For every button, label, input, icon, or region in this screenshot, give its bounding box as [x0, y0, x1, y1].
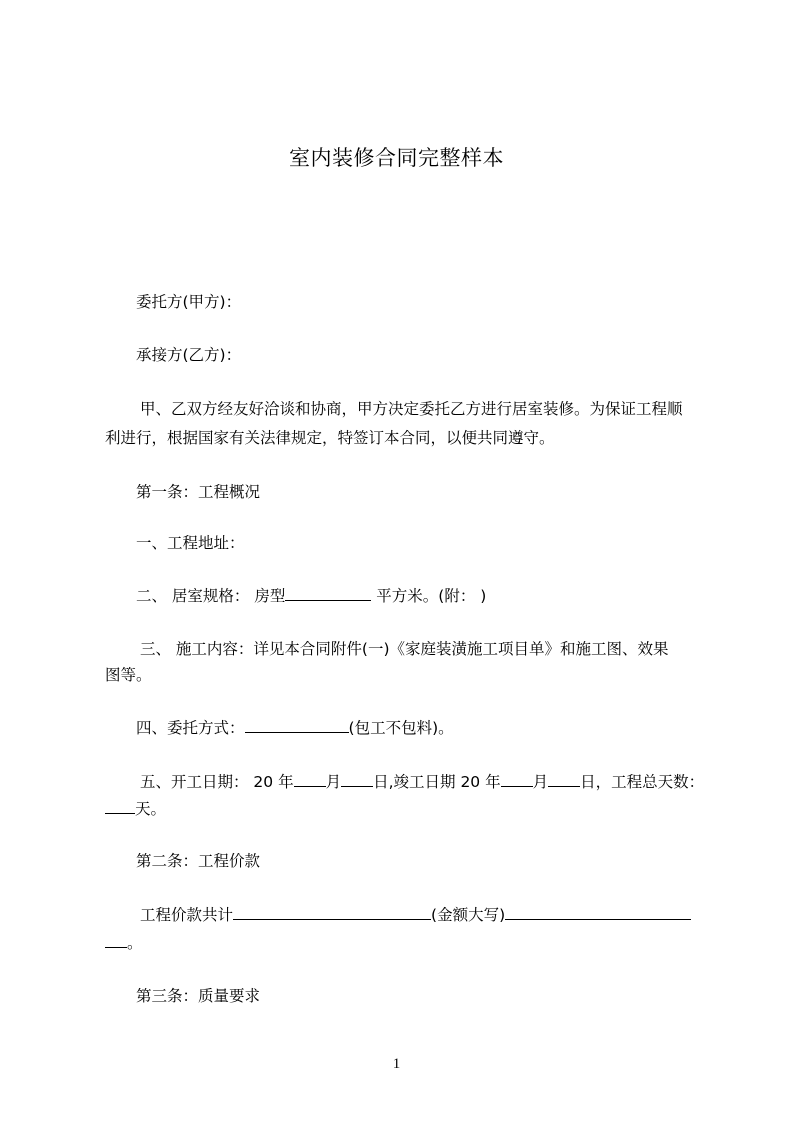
- total-days-label: 日，工程总天数：: [580, 773, 705, 791]
- item-4-suffix: (包工不包料)。: [348, 719, 454, 737]
- item-2-label: 二、 居室规格： 房型: [136, 587, 286, 605]
- start-date-label: 五、开工日期： 20 年: [140, 773, 294, 791]
- item-1-address: 一、工程地址：: [136, 534, 245, 552]
- total-days-blank: [105, 799, 135, 814]
- price-label: 工程价款共计: [140, 906, 234, 924]
- start-day-blank: [341, 772, 373, 787]
- item-3-line-1: 三、 施工内容：详见本合同附件(一)《家庭装潢施工项目单》和施工图、效果: [140, 640, 669, 658]
- item-2-area: 平方米。(附： ): [371, 587, 487, 605]
- item-2-room-spec: [136, 586, 486, 606]
- article-1-heading: 第一条：工程概况: [136, 483, 261, 501]
- room-type-blank: [285, 586, 371, 601]
- item-5-days: [105, 799, 166, 819]
- end-day-blank: [548, 772, 580, 787]
- method-blank: [245, 718, 349, 733]
- start-month-blank: [294, 772, 326, 787]
- item-4-method: [136, 718, 454, 738]
- start-month-unit: 月: [325, 773, 342, 791]
- document-title: 室内装修合同完整样本: [289, 146, 504, 170]
- price-line-2: [105, 933, 143, 953]
- item-4-label: 四、委托方式：: [136, 719, 245, 737]
- article-2-heading: 第二条：工程价款: [136, 852, 261, 870]
- price-words-blank: [505, 905, 691, 920]
- article-3-heading: 第三条：质量要求: [136, 987, 261, 1005]
- price-in-words-label: (金额大写): [431, 906, 506, 924]
- client-label: 委托方(甲方)：: [136, 293, 242, 311]
- item-3-line-2: 图等。: [105, 666, 152, 684]
- price-words-blank-cont: [105, 933, 127, 948]
- end-month-blank: [501, 772, 533, 787]
- intro-line-1: 甲、乙双方经友好洽谈和协商，甲方决定委托乙方进行居室装修。为保证工程顺: [140, 400, 683, 418]
- contractor-label: 承接方(乙方)：: [136, 346, 242, 364]
- days-unit: 天。: [135, 800, 167, 818]
- price-amount-blank: [233, 905, 431, 920]
- price-end: 。: [127, 934, 143, 952]
- page-number: 1: [392, 1056, 401, 1072]
- item-5-dates: [140, 772, 704, 792]
- intro-line-2: 利进行，根据国家有关法律规定，特签订本合同，以便共同遵守。: [105, 429, 555, 447]
- end-date-label: 日,竣工日期 20 年: [373, 773, 501, 791]
- end-month-unit: 月: [532, 773, 549, 791]
- price-line-1: [140, 905, 691, 925]
